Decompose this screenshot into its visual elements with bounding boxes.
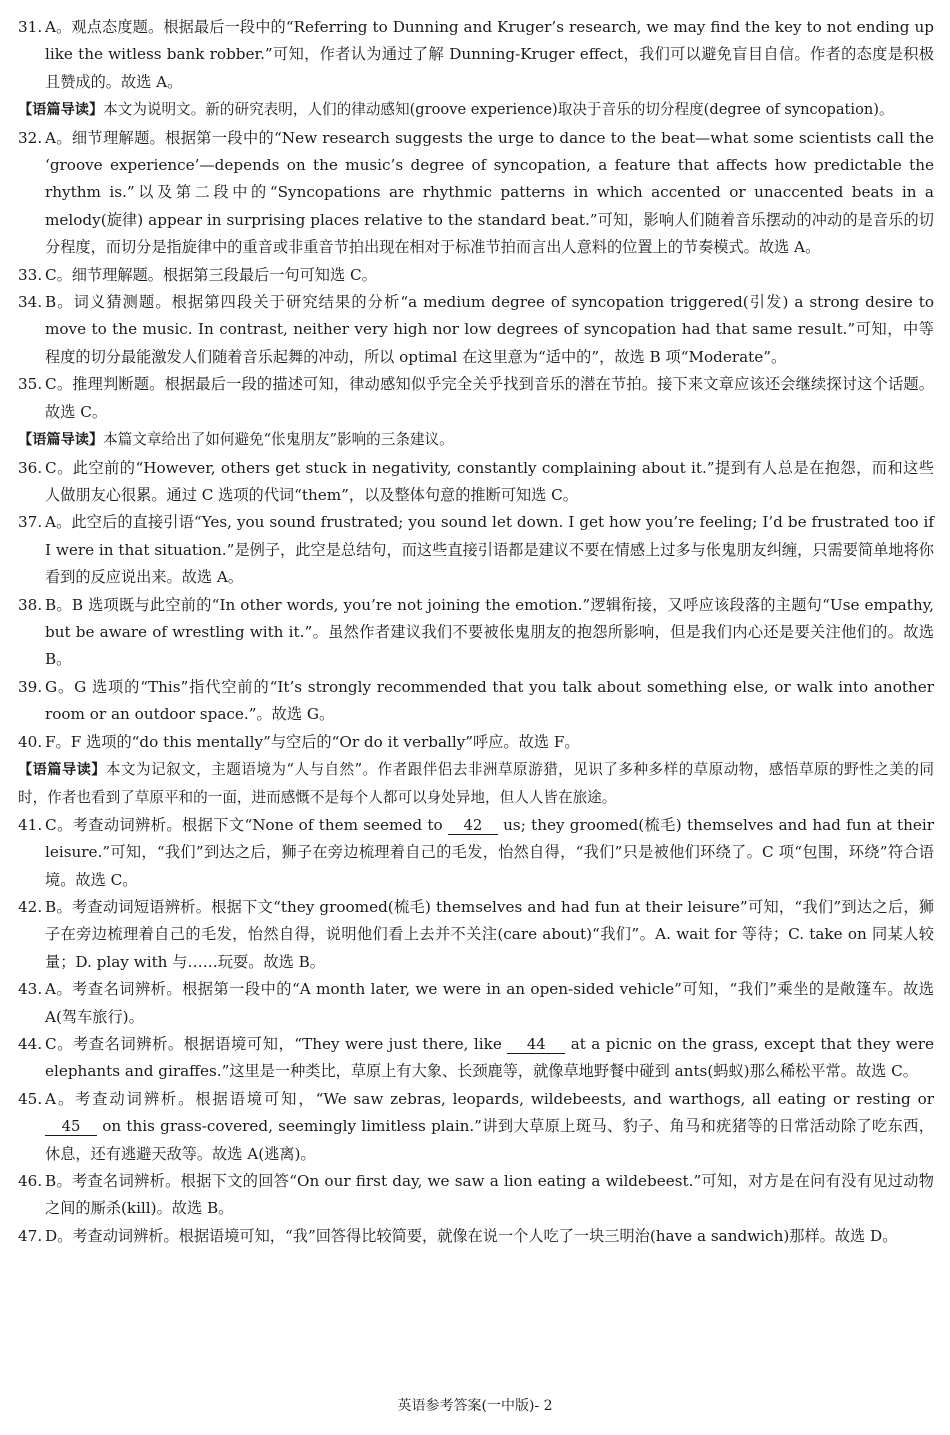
question-number: 35. bbox=[18, 375, 43, 394]
passage-guide bbox=[18, 426, 934, 454]
guide-tag: 【语篇导读】 bbox=[18, 761, 106, 778]
question-number: 45. bbox=[18, 1089, 43, 1108]
guide-text: 本文为记叙文，主题语境为“人与自然”。作者跟伴侣去非洲草原游猎，见识了多种多样的草原动物，感悟草原的野性之美的同时，作者也看到了草原平和的一面，进而感慨不是每个人都可以身处异地，但人人皆在旅途。 bbox=[18, 760, 934, 807]
answer-text: G。G 选项的“This”指代空前的“It’s strongly recommended that you talk about something else, or walk into another room or an outdoor space.”。故选 G。 bbox=[45, 677, 934, 724]
question-number: 32. bbox=[18, 128, 43, 147]
question-number: 40. bbox=[18, 732, 43, 751]
guide-text: 本篇文章给出了如何避免“伥鬼朋友”影响的三条建议。 bbox=[103, 431, 454, 449]
answer-item-37 bbox=[18, 509, 934, 591]
answer-text: C。此空前的“However, others get stuck in negativity, constantly complaining about it.”提到有人总是在抱怨，而和这些人做朋友心很累。通过 C 选项的代词“them”，以及整体句意的推断可知选 C。 bbox=[45, 458, 934, 504]
answer-item-46 bbox=[18, 1168, 934, 1223]
answer-item-40 bbox=[18, 729, 934, 756]
blank-44: 44 bbox=[507, 1037, 565, 1054]
answer-text: C。细节理解题。根据第三段最后一句可知选 C。 bbox=[45, 265, 377, 284]
answer-item-47 bbox=[18, 1223, 934, 1250]
answer-text: B。考查动词短语辨析。根据下文“they groomed(梳毛) themselves and had fun at their leisure”可知，“我们”到达之后，狮子在旁边梳理着自己的毛发，怡然自得，说明他们看上去并不关注(care about)“我们”。A. wait for 等待；C. take on 同某人较量；D. play with 与……玩耍。故选 B。 bbox=[45, 898, 934, 971]
question-number: 34. bbox=[18, 293, 43, 312]
answer-text-part: us; they groomed(梳毛) themselves and had fun at their leisure.”可知，“我们”到达之后，狮子在旁边梳理着自己的毛发，怡然自得，“我们”只是被他们环绕了。C 项“包围，环绕”符合语境。故选 C。 bbox=[45, 815, 934, 889]
answer-item-41 bbox=[18, 812, 934, 894]
question-number: 41. bbox=[18, 815, 43, 834]
question-number: 44. bbox=[18, 1035, 43, 1054]
answer-item-36 bbox=[18, 455, 934, 510]
question-number: 39. bbox=[18, 677, 43, 696]
answer-text bbox=[45, 1031, 934, 1086]
question-number: 31. bbox=[18, 18, 43, 36]
answer-text: B。B 选项既与此空前的“In other words, you’re not joining the emotion.”逻辑衔接，又呼应该段落的主题句“Use empathy, but be aware of wrestling with it.”。虽然作者建议我们不要被伥鬼朋友的抱怨所影响，但是我们内心还是要关注他们的。故选 B。 bbox=[45, 595, 934, 669]
answer-item-45 bbox=[18, 1086, 934, 1168]
answer-text-part: C。考查名词辨析。根据语境可知，“They were just there, like bbox=[45, 1035, 508, 1054]
answer-item-38 bbox=[18, 592, 934, 674]
guide-text: 本文为说明文。新的研究表明，人们的律动感知(groove experience)取决于音乐的切分程度(degree of syncopation)。 bbox=[103, 101, 894, 119]
answer-item-42 bbox=[18, 894, 934, 976]
blank-42: 42 bbox=[448, 818, 498, 835]
answer-item-31 bbox=[18, 14, 934, 96]
question-number: 36. bbox=[18, 458, 43, 477]
answer-text: D。考查动词辨析。根据语境可知，“我”回答得比较简要，就像在说一个人吃了一块三明治(have a sandwich)那样。故选 D。 bbox=[45, 1226, 898, 1245]
answer-text-part: C。考查动词辨析。根据下文“None of them seemed to bbox=[45, 815, 448, 834]
passage-guide bbox=[18, 96, 934, 124]
answer-text: A。考查名词辨析。根据第一段中的“A month later, we were in an open-sided vehicle”可知，“我们”乘坐的是敞篷车。故选 A(驾车旅行)。 bbox=[45, 980, 934, 1026]
question-number: 38. bbox=[18, 595, 43, 614]
answer-text: C。推理判断题。根据最后一段的描述可知，律动感知似乎完全关乎找到音乐的潜在节拍。接下来文章应该还会继续探讨这个话题。故选 C。 bbox=[45, 375, 934, 421]
passage-guide bbox=[18, 756, 934, 812]
guide-tag: 【语篇导读】 bbox=[18, 432, 104, 449]
answer-item-44 bbox=[18, 1031, 934, 1086]
page-footer: 英语参考答案(一中版)- 2 bbox=[397, 1398, 553, 1414]
answer-text: A。细节理解题。根据第一段中的“New research suggests the urge to dance to the beat—what some scientists call the ‘groove experience’—depends on the music’s degree of syncopation, a feature that affects how predictable the rhythm is.”以及第二段中的“Syncopations are rhythmic patterns in which accented or unaccented beats in a melody(旋律) appear in surprising places relative to the standard beat.”可知，影响人们随着音乐摆动的冲动的是音乐的切分程度，而切分是指旋律中的重音或非重音节拍出现在相对于标准节拍而言出人意料的位置上的节奏模式。故选 A。 bbox=[45, 128, 934, 257]
answer-text bbox=[45, 812, 934, 894]
answer-item-32 bbox=[18, 125, 934, 262]
answer-item-39 bbox=[18, 674, 934, 729]
question-number: 46. bbox=[18, 1172, 43, 1191]
question-number: 33. bbox=[18, 265, 43, 284]
question-number: 47. bbox=[18, 1226, 43, 1245]
blank-45: 45 bbox=[45, 1119, 97, 1136]
answer-item-33 bbox=[18, 262, 934, 289]
question-number: 43. bbox=[18, 980, 43, 999]
answer-text: A。观点态度题。根据最后一段中的“Referring to Dunning and Kruger’s research, we may find the key to not ending up like the witless bank robber.”可知，作者认为通过了解 Dunning-Kruger effect，我们可以避免盲目自信。作者的态度是积极且赞成的。故选 A。 bbox=[45, 18, 934, 91]
answer-page bbox=[18, 14, 934, 1250]
question-number: 42. bbox=[18, 898, 43, 916]
answer-text-part: A。考查动词辨析。根据语境可知，“We saw zebras, leopards, wildebeests, and warthogs, all eating or resting or bbox=[45, 1089, 934, 1108]
answer-item-34 bbox=[18, 289, 934, 371]
answer-item-35 bbox=[18, 371, 934, 426]
guide-tag: 【语篇导读】 bbox=[18, 102, 104, 119]
question-number: 37. bbox=[18, 513, 43, 532]
answer-text bbox=[45, 1086, 934, 1168]
answer-text-part: at a picnic on the grass, except that they were elephants and giraffes.”这里是一种类比，草原上有大象、长颈鹿等，就像草地野餐中碰到 ants(蚂蚁)那么稀松平常。故选 C。 bbox=[45, 1035, 934, 1081]
answer-text: B。词义猜测题。根据第四段关于研究结果的分析“a medium degree of syncopation triggered(引发) a strong desire to move to the music. In contrast, neither very high nor low degrees of syncopation had that same result.”可知，中等程度的切分最能激发人们随着音乐起舞的冲动，所以 optimal 在这里意为“适中的”，故选 B 项“Moderate”。 bbox=[45, 293, 934, 366]
answer-text: A。此空后的直接引语“Yes, you sound frustrated; you sound let down. I get how you’re feeling; I’d be frustrated too if I were in that situation.”是例子，此空是总结句，而这些直接引语都是建议不要在情感上过多与伥鬼朋友纠缠，只需要简单地将你看到的反应说出来。故选 A。 bbox=[45, 513, 934, 587]
answer-text: F。F 选项的“do this mentally”与空后的“Or do it verbally”呼应。故选 F。 bbox=[45, 732, 580, 751]
answer-item-43 bbox=[18, 976, 934, 1031]
answer-text-part: on this grass-covered, seemingly limitless plain.”讲到大草原上斑马、豹子、角马和疣猪等的日常活动除了吃东西，休息，还有逃避天敌等。故选 A(逃离)。 bbox=[45, 1117, 934, 1163]
answer-text: B。考查名词辨析。根据下文的回答“On our first day, we saw a lion eating a wildebeest.”可知，对方是在问有没有见过动物之间的厮杀(kill)。故选 B。 bbox=[45, 1172, 934, 1218]
